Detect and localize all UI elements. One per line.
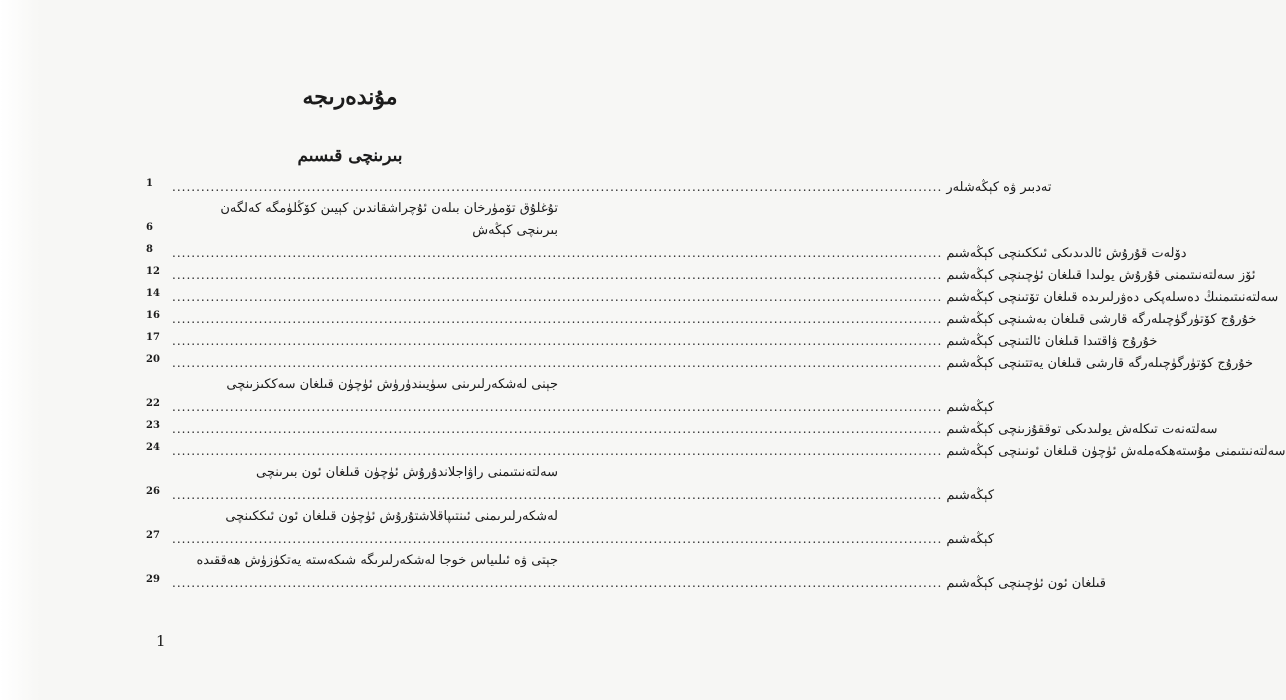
toc-entry-label: ئۆز سەلتەنىتىمنى قۇرۇش يولىدا قىلغان ئۈچىنچى كېڭەشىم: [946, 268, 1256, 283]
toc-entry-text: [172, 242, 1187, 265]
dot-leader: ................................................................................................................................................................: [172, 268, 943, 282]
toc-entry-text: [172, 572, 1106, 595]
toc-page-number: 26: [146, 486, 160, 497]
toc-entry-label: كېڭەشىم: [946, 488, 995, 503]
toc-page-number: 20: [146, 354, 160, 365]
table-of-contents: [146, 176, 1286, 594]
section-heading: بىرىنچى قىسىم: [297, 146, 403, 166]
toc-entry: [146, 462, 558, 484]
toc-entry-text: [172, 528, 995, 551]
toc-entry-text: [172, 484, 995, 507]
toc-entry: [146, 330, 1158, 352]
toc-entry: [146, 528, 995, 550]
toc-entry-text: [172, 286, 1279, 309]
toc-page-number: 8: [146, 244, 153, 255]
dot-leader: ................................................................................................................................................................: [172, 576, 943, 590]
toc-entry-text: [172, 418, 1218, 441]
toc-entry: [146, 572, 1106, 594]
toc-entry-text: بىرىنچى كېڭەش: [472, 223, 558, 238]
toc-entry-text: [172, 440, 1286, 463]
toc-entry: [146, 286, 1279, 308]
toc-entry: [146, 352, 1254, 374]
dot-leader: ................................................................................................................................................................: [172, 180, 943, 194]
toc-page-number: 16: [146, 310, 160, 321]
dot-leader: ................................................................................................................................................................: [172, 312, 943, 326]
toc-page-number: 17: [146, 332, 160, 343]
toc-entry-label: قىلغان ئون ئۈچىنچى كېڭەشىم: [946, 576, 1106, 591]
toc-entry-label: دۆلەت قۇرۇش ئالدىدىكى ئىككىنچى كېڭەشىم: [946, 246, 1187, 261]
dot-leader: ................................................................................................................................................................: [172, 488, 943, 502]
dot-leader: ................................................................................................................................................................: [172, 290, 943, 304]
toc-entry-label: تەدبىر ۋە كېڭەشلەر: [946, 180, 1052, 195]
toc-entry: [146, 242, 1187, 264]
toc-page-number: 23: [146, 420, 160, 431]
toc-page-number: 1: [146, 178, 153, 189]
toc-page-number: 22: [146, 398, 160, 409]
toc-entry: [146, 506, 558, 528]
toc-page-number: 24: [146, 442, 160, 453]
toc-entry-text: جېتى ۋە ئىلىياس خوجا لەشكەرلىرىگە شىكەستە يەتكۈزۈش ھەققىدە: [196, 553, 558, 568]
toc-entry-text: تۇغلۇق تۆمۈرخان بىلەن ئۇچراشقاندىن كېيىن كۆڭلۈمگە كەلگەن: [220, 201, 558, 216]
toc-entry: [146, 264, 1256, 286]
toc-entry-label: خۇرۇج ۋاقتىدا قىلغان ئالتىنچى كېڭەشىم: [946, 334, 1158, 349]
page-title: مۇندەرىجە: [302, 84, 398, 110]
toc-entry-text: [172, 308, 1257, 331]
toc-page-number: 27: [146, 530, 160, 541]
toc-entry-text: [172, 330, 1158, 353]
toc-entry: [146, 418, 1218, 440]
dot-leader: ................................................................................................................................................................: [172, 422, 943, 436]
toc-entry: [146, 308, 1257, 330]
toc-entry-label: سەلتەنىتىمنى مۇستەھكەملەش ئۈچۈن قىلغان ئونىنچى كېڭەشىم: [946, 444, 1286, 459]
toc-entry: [146, 440, 1286, 462]
toc-entry-text: جېنى لەشكەرلىرىنى سۈيىندۈرۈش ئۈچۈن قىلغان سەككىزىنچى: [226, 377, 558, 392]
toc-entry: [146, 374, 558, 396]
toc-entry-text: لەشكەرلىرىمنى ئىنتىپاقلاشتۇرۇش ئۈچۈن قىلغان ئون ئىككىنچى: [225, 509, 558, 524]
toc-entry: [146, 550, 558, 572]
dot-leader: ................................................................................................................................................................: [172, 532, 943, 546]
toc-entry-text: سەلتەنىتىمنى راۋاجلاندۇرۇش ئۈچۈن قىلغان ئون بىرىنچى: [256, 465, 558, 480]
toc-entry-text: [172, 176, 1052, 199]
page-number: 1: [156, 632, 166, 650]
toc-entry: [146, 396, 995, 418]
toc-entry-label: كېڭەشىم: [946, 532, 995, 547]
toc-entry-text: [172, 396, 995, 419]
toc-page-number: 14: [146, 288, 160, 299]
toc-entry-text: [172, 352, 1254, 375]
toc-entry: [146, 198, 558, 220]
toc-entry-label: كېڭەشىم: [946, 400, 995, 415]
toc-entry: [146, 484, 995, 506]
toc-entry-text: [172, 264, 1256, 287]
dot-leader: ................................................................................................................................................................: [172, 444, 943, 458]
dot-leader: ................................................................................................................................................................: [172, 400, 943, 414]
toc-page-number: 12: [146, 266, 160, 277]
toc-page-number: 29: [146, 574, 160, 585]
dot-leader: ................................................................................................................................................................: [172, 246, 943, 260]
dot-leader: ................................................................................................................................................................: [172, 334, 943, 348]
toc-entry-label: سەلتەنىتىمنىڭ دەسلەپكى دەۋرلىرىدە قىلغان تۆتىنچى كېڭەشىم: [946, 290, 1279, 305]
toc-entry: [146, 176, 1052, 198]
toc-entry-label: خۇرۇج كۆتۈرگۈچىلەرگە قارشى قىلغان بەشىنچى كېڭەشىم: [946, 312, 1257, 327]
toc-entry-label: سەلتەنەت تىكلەش يولىدىكى توققۇزىنچى كېڭەشىم: [946, 422, 1218, 437]
dot-leader: ................................................................................................................................................................: [172, 356, 943, 370]
toc-page-number: 6: [146, 222, 153, 233]
toc-entry: [146, 220, 558, 242]
toc-entry-label: خۇرۇج كۆتۈرگۈچىلەرگە قارشى قىلغان يەتتىنچى كېڭەشىم: [946, 356, 1254, 371]
